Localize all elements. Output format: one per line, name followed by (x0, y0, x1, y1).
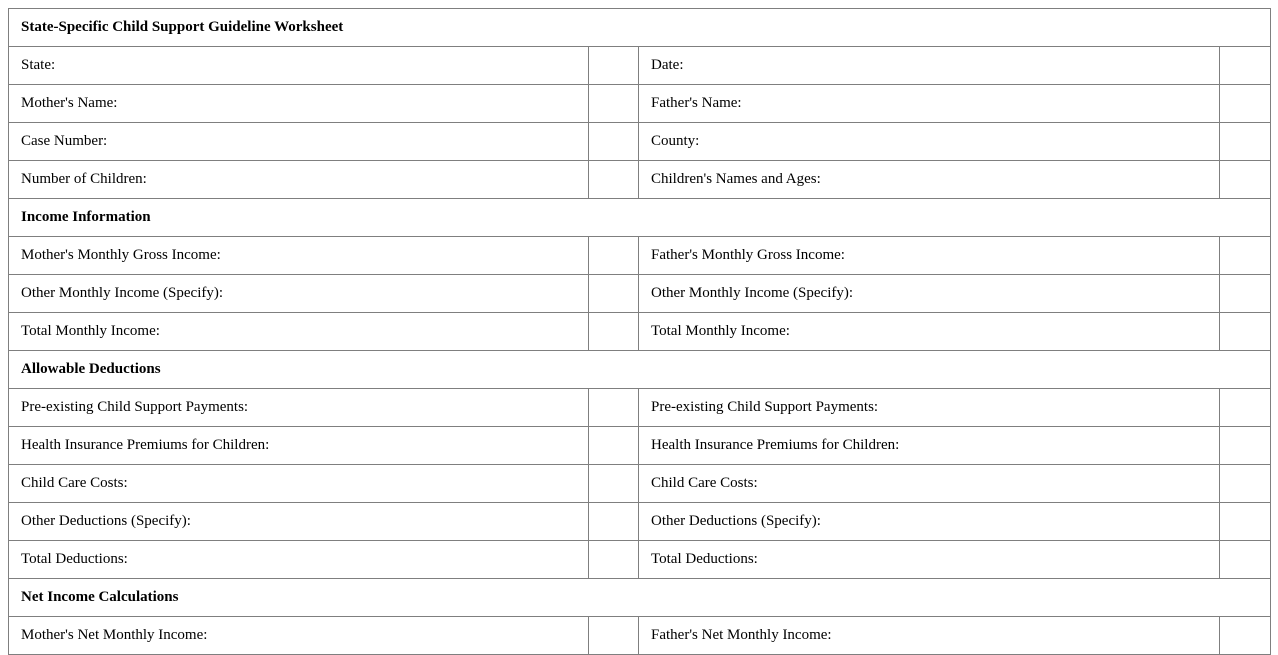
field-row (9, 465, 1271, 503)
left-field-label: Child Care Costs: (9, 465, 589, 503)
right-field-value-cell[interactable] (1220, 161, 1271, 199)
left-field-label: Number of Children: (9, 161, 589, 199)
section-heading-row (9, 351, 1271, 389)
right-field-value-cell[interactable] (1220, 617, 1271, 655)
left-field-label: Other Monthly Income (Specify): (9, 275, 589, 313)
right-field-value-cell[interactable] (1220, 389, 1271, 427)
left-field-value-cell[interactable] (589, 313, 639, 351)
left-field-label: Mother's Monthly Gross Income: (9, 237, 589, 275)
worksheet-title-row (9, 9, 1271, 47)
left-field-label: Mother's Name: (9, 85, 589, 123)
right-field-label: Children's Names and Ages: (639, 161, 1220, 199)
left-field-value-cell[interactable] (589, 161, 639, 199)
left-field-value-cell[interactable] (589, 389, 639, 427)
right-field-value-cell[interactable] (1220, 237, 1271, 275)
right-field-label: Father's Monthly Gross Income: (639, 237, 1220, 275)
left-field-value-cell[interactable] (589, 275, 639, 313)
right-field-label: Date: (639, 47, 1220, 85)
field-row (9, 313, 1271, 351)
right-field-value-cell[interactable] (1220, 503, 1271, 541)
field-row (9, 617, 1271, 655)
left-field-label: Case Number: (9, 123, 589, 161)
child-support-worksheet-table (8, 8, 1271, 655)
right-field-value-cell[interactable] (1220, 85, 1271, 123)
field-row (9, 123, 1271, 161)
left-field-value-cell[interactable] (589, 503, 639, 541)
section-heading-row (9, 579, 1271, 617)
right-field-value-cell[interactable] (1220, 313, 1271, 351)
right-field-label: County: (639, 123, 1220, 161)
right-field-label: Health Insurance Premiums for Children: (639, 427, 1220, 465)
worksheet-body (9, 9, 1271, 655)
section-heading: Net Income Calculations (9, 579, 1271, 617)
field-row (9, 541, 1271, 579)
field-row (9, 389, 1271, 427)
right-field-label: Other Monthly Income (Specify): (639, 275, 1220, 313)
right-field-value-cell[interactable] (1220, 47, 1271, 85)
right-field-label: Other Deductions (Specify): (639, 503, 1220, 541)
field-row (9, 47, 1271, 85)
left-field-value-cell[interactable] (589, 85, 639, 123)
field-row (9, 237, 1271, 275)
right-field-value-cell[interactable] (1220, 541, 1271, 579)
left-field-value-cell[interactable] (589, 237, 639, 275)
right-field-label: Child Care Costs: (639, 465, 1220, 503)
field-row (9, 85, 1271, 123)
field-row (9, 161, 1271, 199)
field-row (9, 275, 1271, 313)
section-heading-row (9, 199, 1271, 237)
left-field-value-cell[interactable] (589, 427, 639, 465)
left-field-value-cell[interactable] (589, 47, 639, 85)
right-field-value-cell[interactable] (1220, 123, 1271, 161)
right-field-label: Total Deductions: (639, 541, 1220, 579)
field-row (9, 503, 1271, 541)
left-field-label: State: (9, 47, 589, 85)
left-field-label: Health Insurance Premiums for Children: (9, 427, 589, 465)
left-field-value-cell[interactable] (589, 617, 639, 655)
left-field-label: Mother's Net Monthly Income: (9, 617, 589, 655)
left-field-label: Total Monthly Income: (9, 313, 589, 351)
right-field-value-cell[interactable] (1220, 275, 1271, 313)
section-heading: Allowable Deductions (9, 351, 1271, 389)
right-field-label: Father's Name: (639, 85, 1220, 123)
left-field-label: Pre-existing Child Support Payments: (9, 389, 589, 427)
right-field-value-cell[interactable] (1220, 465, 1271, 503)
left-field-label: Other Deductions (Specify): (9, 503, 589, 541)
left-field-value-cell[interactable] (589, 465, 639, 503)
left-field-value-cell[interactable] (589, 123, 639, 161)
left-field-label: Total Deductions: (9, 541, 589, 579)
right-field-label: Total Monthly Income: (639, 313, 1220, 351)
field-row (9, 427, 1271, 465)
left-field-value-cell[interactable] (589, 541, 639, 579)
right-field-value-cell[interactable] (1220, 427, 1271, 465)
right-field-label: Pre-existing Child Support Payments: (639, 389, 1220, 427)
section-heading: Income Information (9, 199, 1271, 237)
worksheet-title: State-Specific Child Support Guideline Worksheet (9, 9, 1271, 47)
right-field-label: Father's Net Monthly Income: (639, 617, 1220, 655)
